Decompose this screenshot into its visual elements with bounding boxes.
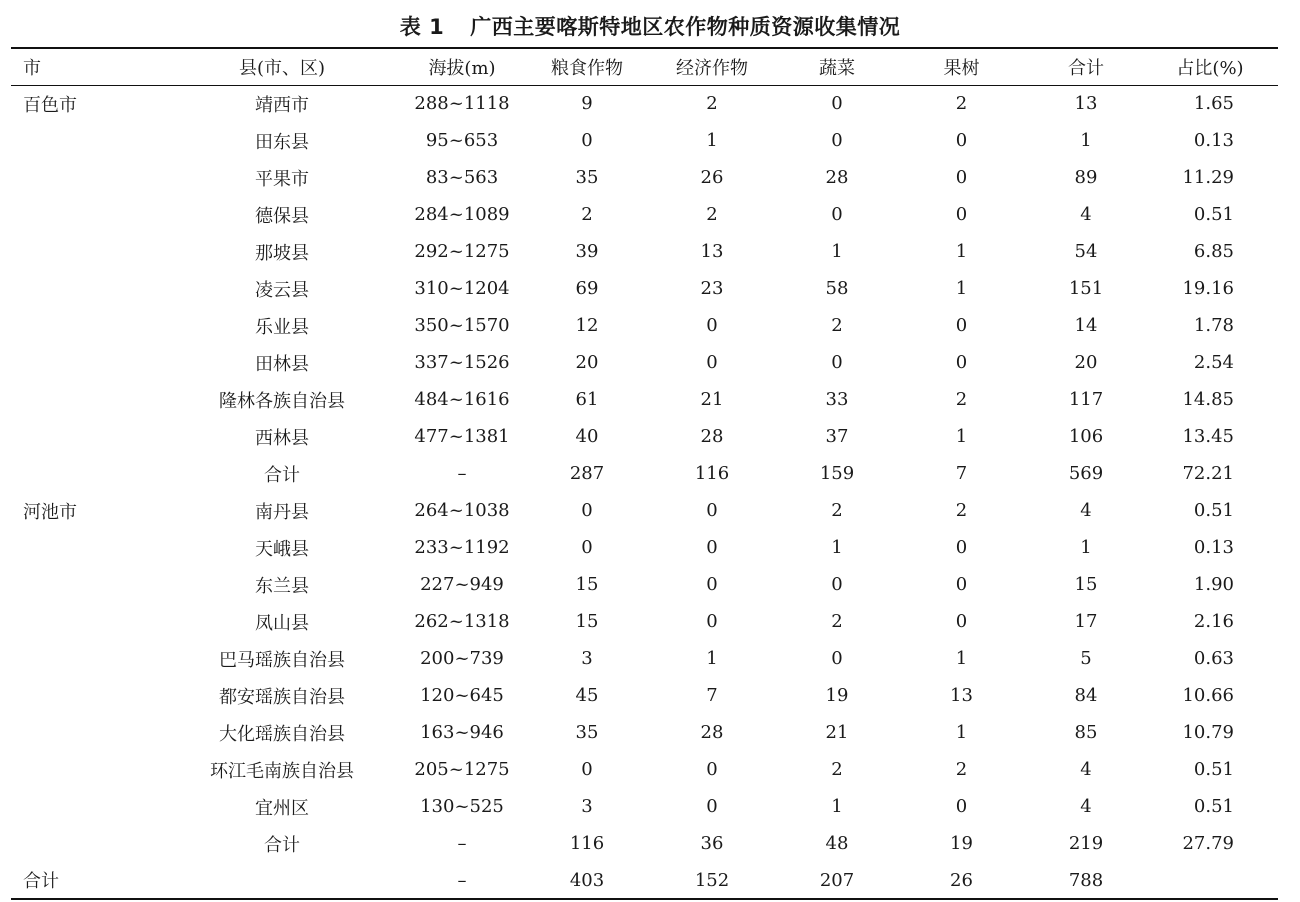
cell-economic: 0 <box>706 500 718 521</box>
cell-grain: 9 <box>581 93 593 115</box>
cell-county: 乐业县 <box>255 316 309 338</box>
header-economic-crops: 经济作物 <box>676 57 748 79</box>
cell-economic: 152 <box>694 869 730 891</box>
cell-fruit: 0 <box>955 130 968 151</box>
cell-altitude: 95~653 <box>425 130 499 151</box>
cell-county: 平果市 <box>255 168 309 190</box>
cell-altitude: 205~1275 <box>414 759 510 780</box>
cell-vegetables: 1 <box>831 537 843 558</box>
cell-economic: 2 <box>706 93 718 115</box>
cell-county: 宜州区 <box>255 797 309 819</box>
cell-economic: 13 <box>700 241 724 262</box>
cell-vegetables: 33 <box>825 389 849 410</box>
cell-total: 788 <box>1068 869 1104 891</box>
cell-percentage: 14.85 <box>1182 389 1234 410</box>
cell-total: 17 <box>1074 611 1098 632</box>
cell-city <box>11 566 171 603</box>
cell-city <box>11 196 171 233</box>
cell-percentage: 19.16 <box>1182 278 1234 299</box>
cell-county: 西林县 <box>255 427 309 449</box>
table-row <box>11 492 1278 529</box>
cell-grain: 35 <box>575 722 599 743</box>
cell-county: 那坡县 <box>255 242 309 264</box>
cell-altitude: 350~1570 <box>414 315 510 336</box>
cell-vegetables: 0 <box>831 204 843 225</box>
table-row <box>11 529 1278 566</box>
cell-altitude: 310~1204 <box>414 278 510 299</box>
data-table <box>11 47 1278 900</box>
cell-economic: 0 <box>706 796 718 817</box>
cell-vegetables: 21 <box>825 722 849 743</box>
table-header <box>11 48 1278 85</box>
cell-economic: 1 <box>706 648 718 669</box>
cell-economic: 0 <box>706 537 718 558</box>
cell-city <box>11 603 171 640</box>
cell-altitude: 233~1192 <box>414 537 510 558</box>
cell-altitude: 163~946 <box>420 722 504 743</box>
cell-total: 1 <box>1080 537 1092 558</box>
cell-fruit: 0 <box>955 611 968 632</box>
cell-vegetables: 0 <box>831 574 843 595</box>
cell-total: 15 <box>1074 574 1098 595</box>
cell-grain: 2 <box>581 204 593 225</box>
cell-city <box>11 751 171 788</box>
cell-fruit: 7 <box>955 463 968 484</box>
table-row <box>11 196 1278 233</box>
cell-vegetables: 2 <box>831 611 843 632</box>
cell-vegetables: 19 <box>825 685 849 706</box>
cell-grain: 45 <box>575 685 599 706</box>
cell-vegetables: 58 <box>825 278 849 299</box>
cell-economic: 36 <box>700 833 724 854</box>
cell-percentage: 0.51 <box>1193 204 1234 225</box>
cell-county: 东兰县 <box>255 575 309 597</box>
cell-altitude: 477~1381 <box>414 426 510 447</box>
cell-vegetables: 28 <box>825 167 849 188</box>
cell-vegetables: 207 <box>819 869 855 891</box>
cell-total: 4 <box>1080 500 1092 521</box>
cell-total: 54 <box>1074 241 1098 262</box>
cell-city <box>11 677 171 714</box>
cell-percentage: 0.51 <box>1193 500 1234 521</box>
cell-economic: 0 <box>706 315 718 336</box>
cell-grain: 40 <box>575 426 599 447</box>
cell-altitude: 264~1038 <box>414 500 510 521</box>
table-row <box>11 233 1278 270</box>
cell-county: 合计 <box>264 464 300 486</box>
cell-economic: 7 <box>706 685 718 706</box>
cell-fruit: 0 <box>955 796 968 817</box>
cell-percentage: 10.79 <box>1182 722 1234 743</box>
cell-total: 1 <box>1080 130 1092 151</box>
cell-total: 219 <box>1068 833 1104 854</box>
cell-percentage: 1.78 <box>1193 315 1234 336</box>
cell-total: 14 <box>1074 315 1098 336</box>
table-row <box>11 566 1278 603</box>
cell-fruit: 0 <box>955 574 968 595</box>
cell-county: 隆林各族自治县 <box>219 390 345 412</box>
cell-grain: 3 <box>581 796 593 817</box>
cell-percentage: 27.79 <box>1182 833 1234 854</box>
table-row <box>11 85 1278 122</box>
cell-economic: 0 <box>706 352 718 373</box>
cell-county: 德保县 <box>255 205 309 227</box>
cell-total: 117 <box>1068 389 1104 410</box>
cell-vegetables: 159 <box>819 463 855 484</box>
cell-city: 河池市 <box>23 501 77 523</box>
cell-grain: 15 <box>575 611 599 632</box>
table-row <box>11 714 1278 751</box>
cell-fruit: 26 <box>950 869 973 891</box>
cell-altitude: 262~1318 <box>414 611 510 632</box>
cell-altitude: 288~1118 <box>414 93 510 115</box>
cell-vegetables: 2 <box>831 759 843 780</box>
cell-grain: 61 <box>575 389 599 410</box>
table-row <box>11 455 1278 492</box>
cell-total: 4 <box>1080 796 1092 817</box>
cell-city <box>11 529 171 566</box>
cell-fruit: 1 <box>955 278 968 299</box>
cell-total: 151 <box>1068 278 1104 299</box>
table-row <box>11 418 1278 455</box>
cell-total: 4 <box>1080 204 1092 225</box>
cell-grain: 15 <box>575 574 599 595</box>
cell-percentage: 13.45 <box>1182 426 1234 447</box>
table-row <box>11 677 1278 714</box>
cell-grain: 69 <box>575 278 599 299</box>
cell-economic: 0 <box>706 574 718 595</box>
cell-county: 天峨县 <box>255 538 309 560</box>
cell-fruit: 0 <box>955 204 968 225</box>
cell-city <box>11 418 171 455</box>
cell-fruit: 1 <box>955 648 968 669</box>
cell-vegetables: 1 <box>831 241 843 262</box>
cell-percentage: 1.65 <box>1193 93 1234 115</box>
table-title: 广西主要喀斯特地区农作物种质资源收集情况 <box>470 15 901 39</box>
header-grain-crops: 粮食作物 <box>551 57 623 79</box>
cell-altitude: 130~525 <box>420 796 504 817</box>
cell-economic: 1 <box>706 130 718 151</box>
cell-percentage: 0.51 <box>1193 759 1234 780</box>
cell-grain: 3 <box>581 648 593 669</box>
cell-city <box>11 307 171 344</box>
cell-grain: 20 <box>575 352 599 373</box>
cell-fruit: 2 <box>955 759 968 780</box>
cell-altitude: – <box>457 869 467 891</box>
cell-county: 靖西市 <box>255 94 309 116</box>
cell-percentage: 0.63 <box>1193 648 1234 669</box>
cell-city <box>11 381 171 418</box>
table-row <box>11 122 1278 159</box>
cell-city <box>11 825 171 862</box>
cell-vegetables: 0 <box>831 93 843 115</box>
cell-city: 百色市 <box>23 94 77 116</box>
header-county: 县(市、区) <box>238 57 326 79</box>
cell-vegetables: 37 <box>825 426 849 447</box>
cell-economic: 26 <box>700 167 724 188</box>
table-row <box>11 344 1278 381</box>
cell-economic: 23 <box>700 278 724 299</box>
cell-percentage <box>1142 862 1278 899</box>
cell-fruit: 1 <box>955 722 968 743</box>
cell-county: 田林县 <box>255 353 309 375</box>
cell-altitude: 120~645 <box>420 685 504 706</box>
cell-total: 85 <box>1074 722 1098 743</box>
cell-city <box>11 159 171 196</box>
header-percentage: 占比(%) <box>1176 57 1244 79</box>
cell-grain: 0 <box>581 759 593 780</box>
cell-city <box>11 270 171 307</box>
cell-total: 13 <box>1074 93 1098 115</box>
cell-fruit: 0 <box>955 315 968 336</box>
header-city: 市 <box>23 57 41 79</box>
cell-altitude: 284~1089 <box>414 204 510 225</box>
header-fruit-trees: 果树 <box>943 57 980 79</box>
cell-city <box>11 344 171 381</box>
cell-percentage: 0.13 <box>1193 537 1234 558</box>
cell-fruit: 1 <box>955 241 968 262</box>
cell-fruit: 13 <box>950 685 973 706</box>
cell-total: 4 <box>1080 759 1092 780</box>
cell-grain: 287 <box>569 463 605 484</box>
cell-altitude: 337~1526 <box>414 352 510 373</box>
cell-economic: 28 <box>700 426 724 447</box>
cell-city <box>11 233 171 270</box>
cell-vegetables: 1 <box>831 796 843 817</box>
table-number: 表 1 <box>399 15 445 39</box>
cell-vegetables: 2 <box>831 315 843 336</box>
cell-vegetables: 2 <box>831 500 843 521</box>
cell-vegetables: 0 <box>831 352 843 373</box>
cell-fruit: 19 <box>950 833 973 854</box>
cell-economic: 0 <box>706 759 718 780</box>
cell-percentage: 2.16 <box>1193 611 1234 632</box>
header-vegetables: 蔬菜 <box>819 57 855 79</box>
cell-county: 田东县 <box>255 131 309 153</box>
table-row <box>11 788 1278 825</box>
cell-fruit: 2 <box>955 389 968 410</box>
cell-altitude: – <box>457 833 467 854</box>
cell-total: 89 <box>1074 167 1098 188</box>
table-row <box>11 751 1278 788</box>
cell-percentage: 10.66 <box>1182 685 1234 706</box>
cell-altitude: 200~739 <box>420 648 504 669</box>
cell-county: 凤山县 <box>255 612 309 634</box>
cell-percentage: 6.85 <box>1193 241 1234 262</box>
cell-altitude: – <box>457 463 467 484</box>
cell-fruit: 0 <box>955 537 968 558</box>
cell-grain: 0 <box>581 130 593 151</box>
cell-total: 84 <box>1074 685 1098 706</box>
table-body <box>11 85 1278 899</box>
table-row <box>11 307 1278 344</box>
table-row <box>11 381 1278 418</box>
cell-grain: 0 <box>581 537 593 558</box>
cell-grain: 39 <box>575 241 599 262</box>
cell-percentage: 0.13 <box>1193 130 1234 151</box>
table-row <box>11 825 1278 862</box>
cell-city <box>11 640 171 677</box>
cell-county: 都安瑶族自治县 <box>219 686 345 708</box>
table-row <box>11 270 1278 307</box>
header-total: 合计 <box>1068 57 1104 79</box>
cell-altitude: 484~1616 <box>414 389 510 410</box>
cell-percentage: 0.51 <box>1193 796 1234 817</box>
cell-economic: 0 <box>706 611 718 632</box>
cell-total: 569 <box>1068 463 1104 484</box>
table-row <box>11 640 1278 677</box>
table-caption <box>0 12 1300 42</box>
cell-county: 南丹县 <box>255 501 309 523</box>
cell-city <box>11 122 171 159</box>
cell-county: 环江毛南族自治县 <box>210 760 354 782</box>
cell-economic: 2 <box>706 204 718 225</box>
cell-fruit: 1 <box>955 426 968 447</box>
cell-grain: 12 <box>575 315 599 336</box>
cell-percentage: 72.21 <box>1182 463 1234 484</box>
cell-county: 大化瑶族自治县 <box>219 723 345 745</box>
cell-total: 20 <box>1074 352 1098 373</box>
cell-county: 巴马瑶族自治县 <box>219 649 345 671</box>
header-row <box>11 48 1278 85</box>
cell-city: 合计 <box>23 871 59 892</box>
cell-economic: 116 <box>694 463 730 484</box>
cell-county: 凌云县 <box>255 279 309 301</box>
cell-total: 5 <box>1080 648 1092 669</box>
table-row <box>11 159 1278 196</box>
cell-grain: 35 <box>575 167 599 188</box>
cell-percentage: 11.29 <box>1182 167 1234 188</box>
cell-city <box>11 788 171 825</box>
cell-fruit: 0 <box>955 167 968 188</box>
cell-county <box>171 862 393 899</box>
cell-altitude: 83~563 <box>425 167 499 188</box>
cell-county: 合计 <box>264 834 300 856</box>
cell-percentage: 2.54 <box>1193 352 1234 373</box>
cell-total: 106 <box>1068 426 1104 447</box>
table-row <box>11 603 1278 640</box>
cell-vegetables: 0 <box>831 130 843 151</box>
cell-city <box>11 455 171 492</box>
cell-fruit: 2 <box>955 93 968 115</box>
cell-economic: 28 <box>700 722 724 743</box>
cell-city <box>11 714 171 751</box>
cell-vegetables: 0 <box>831 648 843 669</box>
header-altitude: 海拔(m) <box>428 57 496 79</box>
cell-altitude: 227~949 <box>420 574 504 595</box>
cell-altitude: 292~1275 <box>414 241 510 262</box>
cell-grain: 403 <box>569 869 605 891</box>
cell-percentage: 1.90 <box>1193 574 1234 595</box>
table-row <box>11 862 1278 899</box>
cell-grain: 116 <box>569 833 605 854</box>
cell-fruit: 0 <box>955 352 968 373</box>
cell-grain: 0 <box>581 500 593 521</box>
cell-economic: 21 <box>700 389 724 410</box>
cell-fruit: 2 <box>955 500 968 521</box>
cell-vegetables: 48 <box>825 833 849 854</box>
